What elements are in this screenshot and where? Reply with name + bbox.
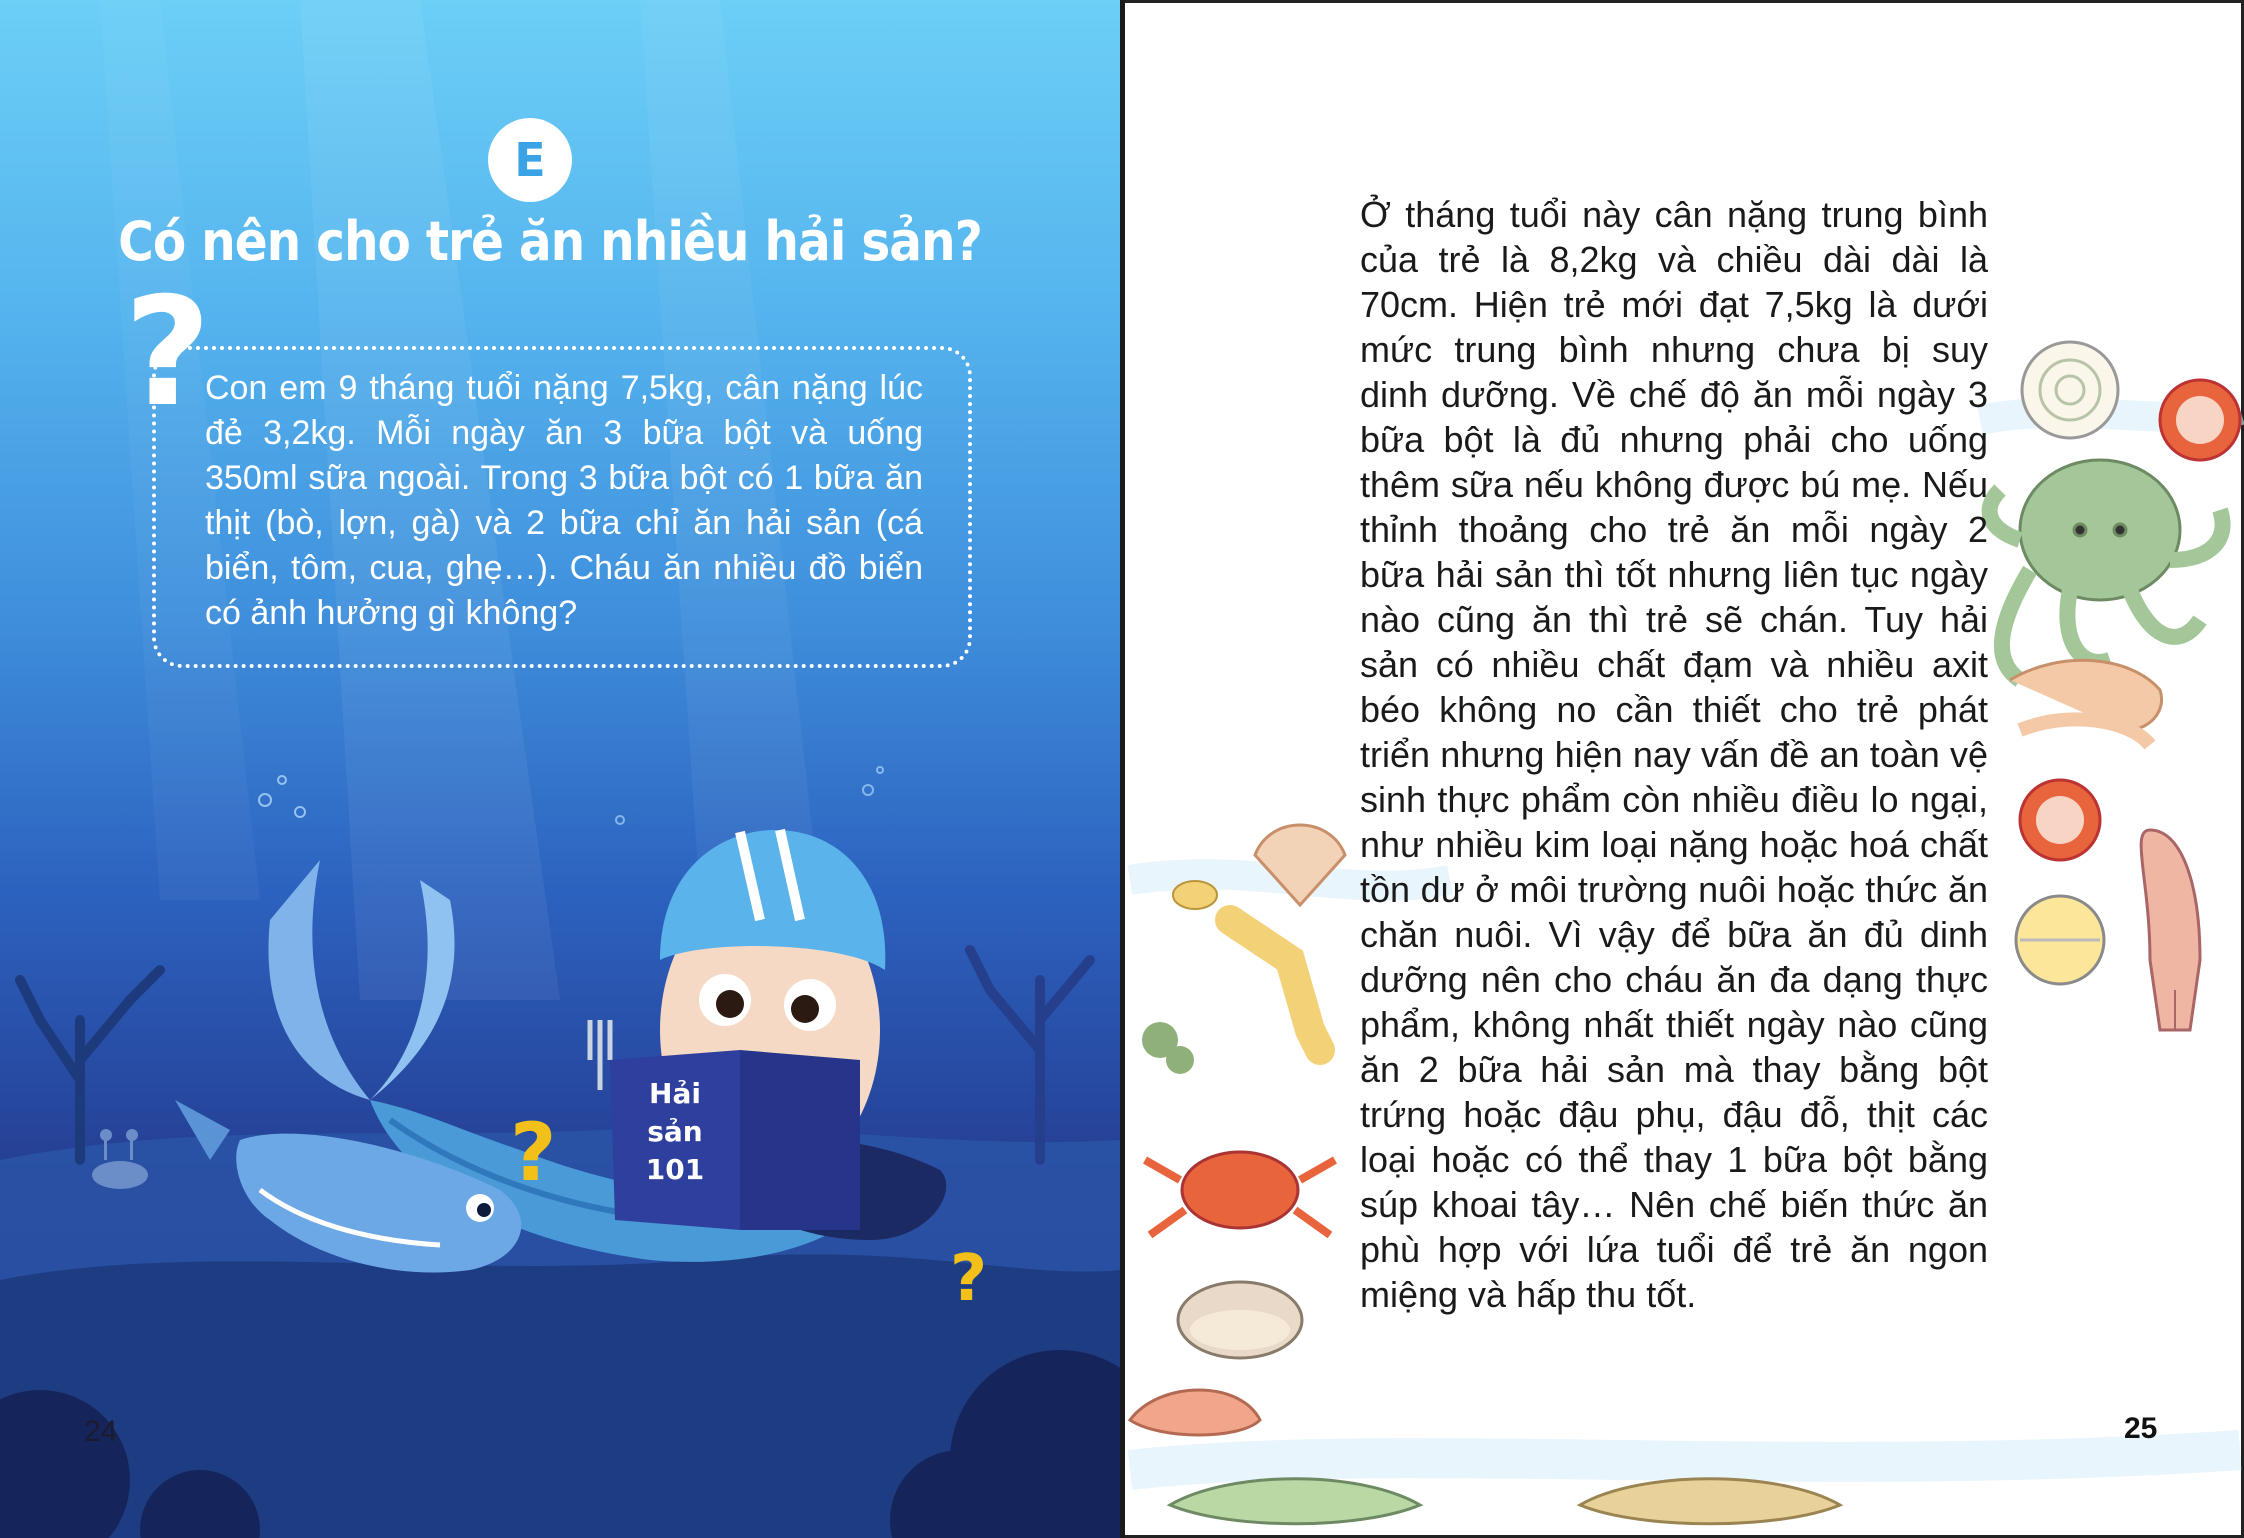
page-number-left: 24 [84, 1415, 118, 1448]
tomato-slice-icon [2160, 380, 2240, 460]
book-title-line-2: sản [647, 1115, 703, 1148]
book-title-line-3: 101 [645, 1153, 705, 1186]
question-mark-yellow-2: ? [950, 1242, 988, 1316]
nautilus-shell-icon [2022, 342, 2118, 438]
octopus-icon [1990, 460, 2223, 680]
salmon-steak-icon [1130, 1390, 1260, 1435]
book-title-line-1: Hải [649, 1077, 701, 1110]
lemon-slice-icon [2016, 896, 2104, 984]
question-text: Con em 9 tháng tuổi nặng 7,5kg, cân nặng lúc đẻ 3,2kg. Mỗi ngày ăn 3 bữa bột và uống 350ml sữa ngoài. Trong 3 bữa bột có 1 bữa ăn thịt (bò, lợn, gà) và 2 bữa chỉ ăn hải sản (cá biển, tôm, cua, ghẹ…). Cháu ăn nhiều đồ biển có ảnh hưởng gì không? [205, 369, 923, 632]
question-mark-yellow-1: ? [510, 1106, 557, 1199]
fish-icon-2 [1580, 1479, 1840, 1524]
crab-icon [1145, 1152, 1335, 1235]
clam-icon [1178, 1282, 1302, 1358]
shrimp-icon [2010, 660, 2162, 745]
tomato-slice-icon-2 [2020, 780, 2100, 860]
parsley-icon [1142, 1022, 1194, 1074]
squid-icon [2141, 830, 2200, 1030]
page-title: Có nên cho trẻ ăn nhiều hải sản? [118, 210, 982, 273]
section-letter-badge: E [488, 118, 572, 202]
lobster-icon [1173, 881, 1320, 1050]
answer-text: Ở tháng tuổi này cân nặng trung bình của trẻ là 8,2kg và chiều dài dài là 70cm. Hiện trẻ mới đạt 7,5kg là dưới mức trung bình nhưng chưa bị suy dinh dưỡng. Về chế độ ăn mỗi ngày 3 bữa bột là đủ nhưng phải cho uống thêm sữa nếu không được bú mẹ. Nếu thỉnh thoảng cho trẻ ăn mỗi ngày 2 bữa hải sản thì tốt nhưng liên tục ngày nào cũng ăn thì trẻ sẽ chán. Tuy hải sản có nhiều chất đạm và nhiều axit béo không no cần thiết cho trẻ phát triển nhưng hiện nay vấn đề an toàn vệ sinh thực phẩm còn nhiều điều lo ngại, như nhiều kim loại nặng hoặc hoá chất tồn dư ở môi trường nuôi hoặc thức ăn chăn nuôi. Vì vậy để bữa ăn đủ dinh dưỡng nên cho cháu ăn đa dạng thực phẩm, không nhất thiết ngày nào cũng ăn 2 bữa hải sản mà thay bằng bột trứng hoặc đậu phụ, đậu đỗ, thịt các loại hoặc có thể thay 1 bữa bột bằng súp khoai tây… Nên chế biến thức ăn phù hợp với lứa tuổi để trẻ ăn ngon miệng và hấp thu tốt. [1360, 194, 1988, 1315]
page-number-right: 25 [2124, 1412, 2158, 1445]
fish-icon-1 [1170, 1479, 1420, 1524]
question-mark-icon: ? [124, 266, 212, 440]
